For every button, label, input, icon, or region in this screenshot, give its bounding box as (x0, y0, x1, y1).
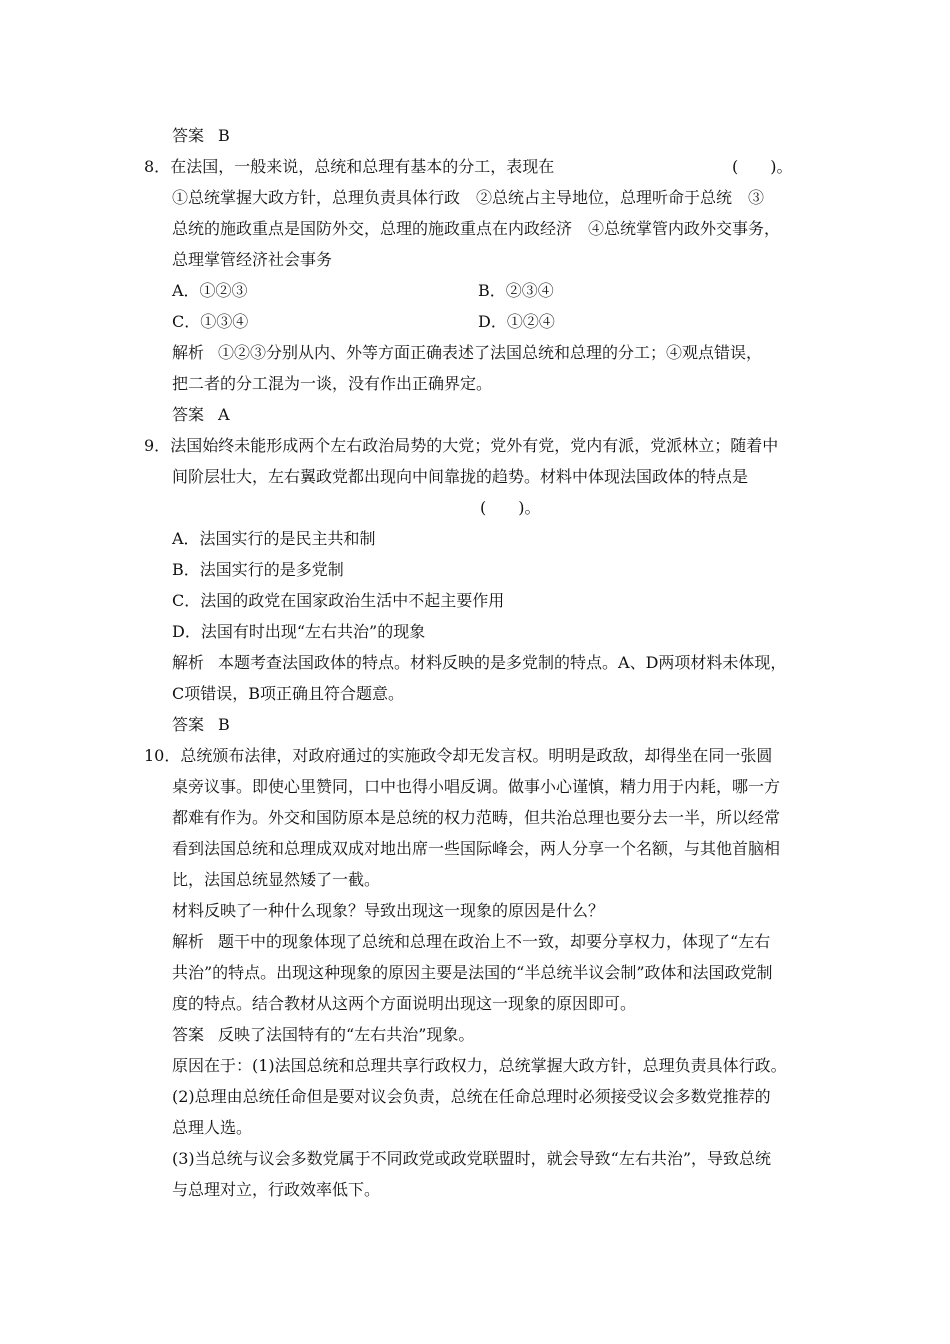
answer-label: 答案 (172, 715, 205, 734)
question-number: 9． (144, 436, 171, 455)
q9-answer (172, 713, 230, 737)
q10-stem (144, 744, 772, 768)
q9-option-c: C．法国的政党在国家政治生活中不起主要作用 (172, 591, 505, 610)
q10-analysis-line: 度的特点。结合教材从这两个方面说明出现这一现象的原因即可。 (172, 994, 637, 1013)
q10-stem-line: 都难有作为。外交和国防原本是总统的权力范畴，但共治总理也要分去一半，所以经常 (172, 808, 781, 827)
q9-stem (144, 434, 778, 458)
answer-text: 反映了法国特有的“左右共治”现象。 (218, 1025, 475, 1044)
answer-value: B (218, 126, 230, 145)
answer-value: A (218, 405, 230, 424)
q9-analysis-line: C项错误，B项正确且符合题意。 (172, 684, 405, 703)
q10-reason-line: (3)当总统与议会多数党属于不同政党或政党联盟时，就会导致“左右共治”，导致总统 (172, 1149, 772, 1168)
q10-answer (172, 1023, 474, 1047)
answer-label: 答案 (172, 126, 205, 145)
question-number: 10． (144, 746, 181, 765)
analysis-text: 题干中的现象体现了总统和总理在政治上不一致，却要分享权力，体现了“左右 (218, 932, 771, 951)
q9-stem-line: 间阶层壮大，左右翼政党都出现向中间靠拢的趋势。材料中体现法国政体的特点是 (172, 467, 749, 486)
analysis-text: 本题考查法国政体的特点。材料反映的是多党制的特点。A、D两项材料未体现， (218, 653, 787, 672)
q8-option-b: B．②③④ (478, 281, 554, 300)
q8-items-line: ①总统掌握大政方针，总理负责具体行政 ②总统占主导地位，总理听命于总统 ③ (172, 188, 765, 207)
q8-items-line: 总理掌管经济社会事务 (172, 250, 333, 269)
q8-analysis (172, 341, 762, 365)
q10-reason-line: 原因在于：(1)法国总统和总理共享行政权力，总统掌握大政方针，总理负责具体行政。 (172, 1056, 787, 1075)
q9-option-b: B．法国实行的是多党制 (172, 560, 344, 579)
answer-value: B (218, 715, 230, 734)
q9-bracket: ( )。 (480, 498, 541, 517)
q8-option-d: D．①②④ (478, 312, 555, 331)
q9-analysis (172, 651, 786, 675)
q8-answer (172, 403, 230, 427)
q10-question: 材料反映了一种什么现象？导致出现这一现象的原因是什么？ (172, 901, 605, 920)
q10-reason-line: 与总理对立，行政效率低下。 (172, 1180, 381, 1199)
q10-stem-line: 桌旁议事。即使心里赞同，口中也得小唱反调。做事小心谨慎，精力用于内耗，哪一方 (172, 777, 781, 796)
q8-items-line: 总统的施政重点是国防外交，总理的施政重点在内政经济 ④总统掌管内政外交事务， (172, 219, 781, 238)
analysis-label: 解析 (172, 343, 205, 362)
analysis-label: 解析 (172, 932, 205, 951)
analysis-text: ①②③分别从内、外等方面正确表述了法国总统和总理的分工；④观点错误， (218, 343, 763, 362)
q10-reason-line: (2)总理由总统任命但是要对议会负责，总统在任命总理时必须接受议会多数党推荐的 (172, 1087, 771, 1106)
question-text: 总统颁布法律，对政府通过的实施政令却无发言权。明明是政敌，却得坐在同一张圆 (180, 746, 773, 765)
q10-stem-line: 看到法国总统和总理成双成对地出席一些国际峰会，两人分享一个名额，与其他首脑相 (172, 839, 781, 858)
answer-label: 答案 (172, 405, 205, 424)
q8-option-a: A．①②③ (172, 281, 248, 300)
question-text: 在法国，一般来说，总统和总理有基本的分工，表现在 (170, 157, 555, 176)
q8-option-c: C．①③④ (172, 312, 249, 331)
q8-analysis-line: 把二者的分工混为一谈，没有作出正确界定。 (172, 374, 493, 393)
q9-option-a: A．法国实行的是民主共和制 (172, 529, 376, 548)
answer-label: 答案 (172, 1025, 205, 1044)
q10-analysis-line: 共治”的特点。出现这种现象的原因主要是法国的“半总统半议会制”政体和法国政党制 (172, 963, 773, 982)
q8-stem (144, 155, 554, 179)
question-number: 8． (144, 157, 171, 176)
question-text: 法国始终未能形成两个左右政治局势的大党；党外有党，党内有派，党派林立；随着中 (170, 436, 779, 455)
q10-reason-line: 总理人选。 (172, 1118, 253, 1137)
q8-bracket: ( )。 (732, 157, 793, 176)
q10-analysis (172, 930, 770, 954)
analysis-label: 解析 (172, 653, 205, 672)
q10-stem-line: 比，法国总统显然矮了一截。 (172, 870, 381, 889)
q9-option-d: D．法国有时出现“左右共治”的现象 (172, 622, 426, 641)
q7-answer (172, 124, 230, 148)
